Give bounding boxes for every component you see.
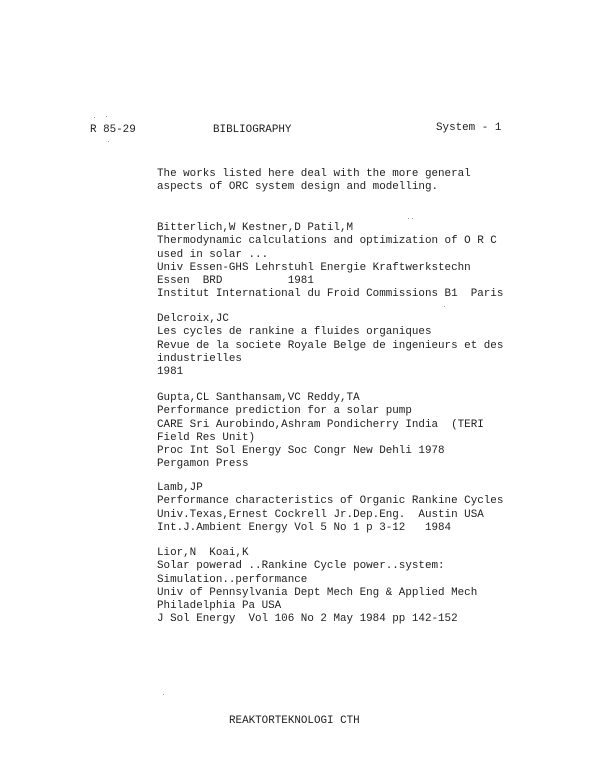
entry-affiliation: Univ Essen-GHS Lehrstuhl Energie Kraftwerkstechn (157, 261, 471, 274)
scan-speck (444, 306, 445, 307)
intro-paragraph (157, 168, 471, 195)
entry-source: industrielles (157, 352, 242, 365)
entry-authors: Delcroix,JC (157, 313, 229, 325)
entry-title: Thermodynamic calculations and optimization of O R C (157, 235, 497, 248)
entry-title: Simulation..performance (157, 573, 308, 586)
entry-location-year: Essen BRD 1981 (157, 275, 314, 288)
entry-source: Revue de la societe Royale Belge de ingenieurs et des (157, 339, 504, 352)
entry-title: used in solar ... (157, 248, 269, 261)
scan-speck (412, 218, 413, 219)
scan-speck (408, 218, 409, 219)
entry-affiliation: Univ.Texas,Ernest Cockrell Jr.Dep.Eng. Austin USA (157, 508, 484, 521)
section-label: System - 1 (436, 122, 502, 134)
scan-speck (163, 694, 164, 695)
bibliography-entry (157, 313, 503, 379)
entry-authors: Gupta,CL Santhansam,VC Reddy,TA (157, 392, 360, 404)
entry-location: Philadelphia Pa USA (157, 600, 282, 613)
report-number: R 85-29 (90, 124, 136, 136)
scan-speck (94, 117, 95, 118)
bibliography-entry (157, 392, 484, 472)
footer-institution: REAKTORTEKNOLOGI CTH (229, 715, 360, 727)
intro-line: aspects of ORC system design and modelling. (157, 181, 439, 194)
entry-authors: Lamb,JP (157, 482, 203, 494)
entry-affiliation: Univ of Pennsylvania Dept Mech Eng & Applied Mech (157, 586, 478, 599)
bibliography-entry (157, 482, 503, 535)
scan-speck (106, 116, 107, 117)
entry-publisher: Pergamon Press (157, 458, 249, 471)
bibliography-entry (157, 222, 503, 302)
entry-authors: Bitterlich,W Kestner,D Patil,M (157, 222, 354, 234)
page-title: BIBLIOGRAPHY (213, 124, 292, 136)
entry-source: Int.J.Ambient Energy Vol 5 No 1 p 3-12 1984 (157, 521, 452, 534)
entry-title: Solar powerad ..Rankine Cycle power..system: (157, 560, 445, 573)
scan-speck (108, 141, 109, 142)
entry-source: Institut International du Froid Commissions B1 Paris (157, 288, 504, 301)
entry-source: J Sol Energy Vol 106 No 2 May 1984 pp 142-152 (157, 613, 458, 626)
bibliography-entry (157, 547, 477, 627)
intro-line: The works listed here deal with the more general (157, 168, 471, 180)
entry-title: Performance prediction for a solar pump (157, 405, 412, 418)
entry-source: Proc Int Sol Energy Soc Congr New Dehli 1978 (157, 445, 445, 458)
entry-year: 1981 (157, 366, 184, 379)
entry-affiliation: Field Res Unit) (157, 431, 256, 444)
entry-title: Les cycles de rankine a fluides organiques (157, 326, 432, 339)
entry-authors: Lior,N Koai,K (157, 547, 249, 559)
entry-title: Performance characteristics of Organic Rankine Cycles (157, 495, 504, 508)
entry-affiliation: CARE Sri Aurobindo,Ashram Pondicherry India (TERI (157, 418, 484, 431)
